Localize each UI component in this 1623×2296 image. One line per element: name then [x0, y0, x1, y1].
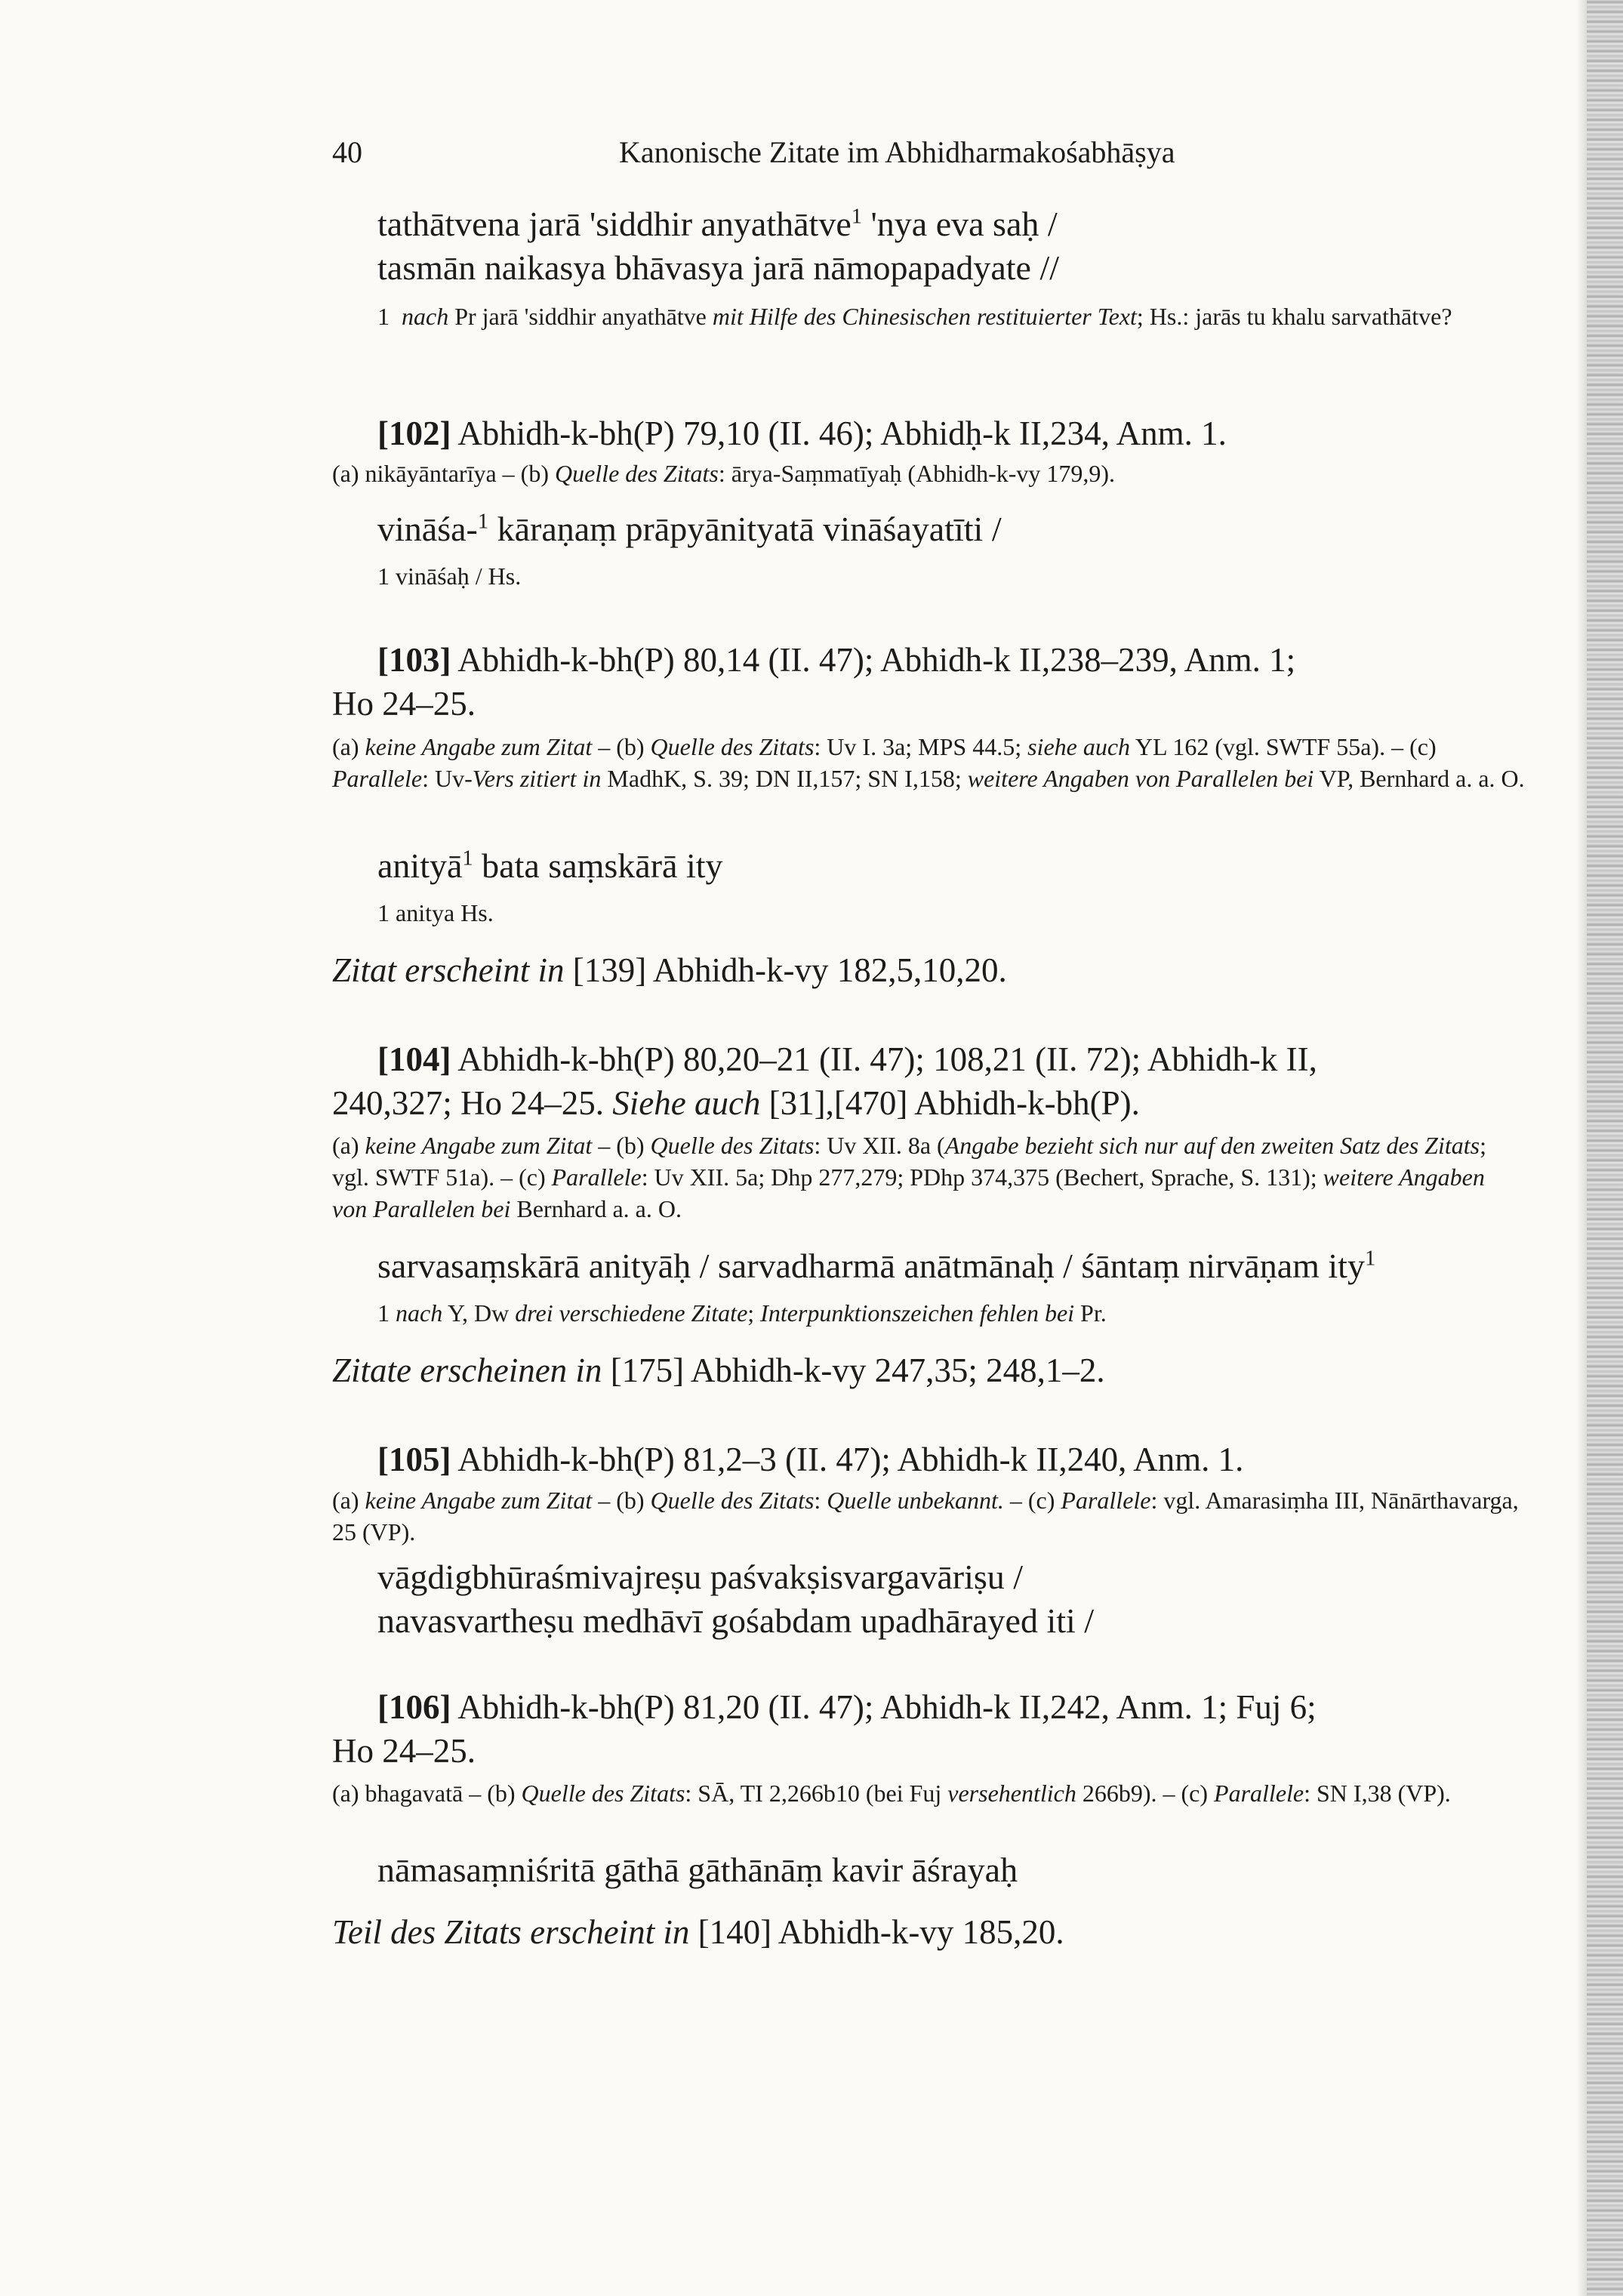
entry-106-verse: nāmasaṃniśritā gāthā gāthānāṃ kavir āśrayaḥ	[377, 1851, 1018, 1889]
entry-103-verse: anityā$^1$ bata saṃskārā ity	[377, 846, 723, 885]
entry-106-references: (a) bhagavatā – (b) Quelle des Zitats: SĀ, TI 2,266b10 (bei Fuj versehentlich 266b9). – (c) Parallele: SN I,38 (VP).	[332, 1780, 1451, 1807]
intro-footnote: 1 nach Pr jarā 'siddhir anyathātve mit Hilfe des Chinesischen restituierter Text; Hs.: jarās tu khalu sarvathātve?	[377, 303, 1452, 330]
entry-105-verse: vāgdigbhūraśmivajreṣu paśvakṣisvargavāriṣu / navasvartheṣu medhāvī gośabdam upadhārayed iti /	[377, 1558, 1095, 1640]
entry-103-footnote: 1 anitya Hs.	[377, 899, 494, 926]
entry-102-heading: [102] Abhidh-k-bh(P) 79,10 (II. 46); Abhidḥ-k II,234, Anm. 1.	[377, 415, 1227, 452]
running-title: Kanonische Zitate im Abhidharmakośabhāṣya	[619, 135, 1175, 169]
entry-103-crossref: Zitat erscheint in [139] Abhidh-k-vy 182,5,10,20.	[332, 951, 1007, 989]
entry-106-crossref: Teil des Zitats erscheint in [140] Abhidh-k-vy 185,20.	[332, 1913, 1064, 1951]
binding-shadow	[1576, 0, 1587, 2296]
entry-106-heading: [106] Abhidh-k-bh(P) 81,20 (II. 47); Abhidh-k II,242, Anm. 1; Fuj 6; Ho 24–25.	[332, 1688, 1317, 1770]
entry-102-footnote: 1 vināśaḥ / Hs.	[377, 562, 522, 590]
entry-104-heading: [104] Abhidh-k-bh(P) 80,20–21 (II. 47); 108,21 (II. 72); Abhidh-k II, 240,327; Ho 24–25. Siehe auch [31],[470] Abhidh-k-bh(P).	[332, 1040, 1317, 1122]
entry-104-crossref: Zitate erscheinen in [175] Abhidh-k-vy 247,35; 248,1–2.	[332, 1351, 1105, 1389]
entry-104-footnote: 1 nach Y, Dw drei verschiedene Zitate; Interpunktionszeichen fehlen bei Pr.	[377, 1299, 1107, 1327]
entry-105-heading: [105] Abhidh-k-bh(P) 81,2–3 (II. 47); Abhidh-k II,240, Anm. 1.	[377, 1441, 1244, 1478]
binding-edge	[1587, 0, 1623, 2296]
intro-verse: tathātvena jarā 'siddhir anyathātve$^1$ 'nya eva saḥ / tasmān naikasya bhāvasya jarā nāmopapadyate //	[377, 205, 1060, 287]
entry-103-heading: [103] Abhidh-k-bh(P) 80,14 (II. 47); Abhidh-k II,238–239, Anm. 1; Ho 24–25.	[332, 641, 1296, 723]
entry-102-verse: vināśa-$^1$ kāraṇaṃ prāpyānityatā vināśayatīti /	[377, 510, 1002, 548]
entry-104-references: (a) keine Angabe zum Zitat – (b) Quelle des Zitats: Uv XII. 8a (Angabe bezieht sich nur auf den zweiten Satz des Zitats; vgl. SWTF 51a). – (c) Parallele: Uv XII. 5a; Dhp 277,279; PDhp 374,375 (Bechert, Sprache, S. 131); weitere Angaben von Parallelen bei Bernhard a. a. O.	[332, 1132, 1486, 1222]
page-number: 40	[332, 135, 362, 169]
entry-102-references: (a) nikāyāntarīya – (b) Quelle des Zitats: ārya-Saṃmatīyaḥ (Abhidh-k-vy 179,9).	[332, 460, 1116, 487]
entry-104-verse: sarvasaṃskārā anityāḥ / sarvadharmā anātmānaḥ / śāntaṃ nirvāṇam ity$^1$	[377, 1247, 1376, 1285]
entry-103-references: (a) keine Angabe zum Zitat – (b) Quelle des Zitats: Uv I. 3a; MPS 44.5; siehe auch YL 162 (vgl. SWTF 55a). – (c) Parallele: Uv-Vers zitiert in MadhK, S. 39; DN II,157; SN I,158; weitere Angaben von Parallelen bei VP, Bernhard a. a. O.	[332, 733, 1525, 792]
entry-105-references: (a) keine Angabe zum Zitat – (b) Quelle des Zitats: Quelle unbekannt. – (c) Parallele: vgl. Amarasiṃha III, Nānārthavarga, 25 (VP).	[332, 1487, 1519, 1546]
